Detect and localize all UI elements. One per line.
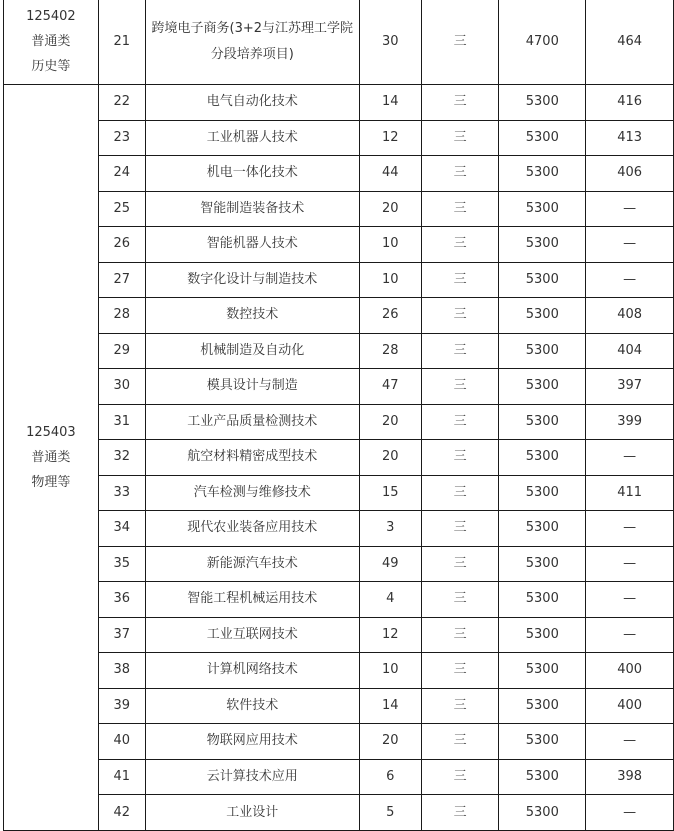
group-type: 普通类 — [31, 34, 71, 49]
plan-count: 14 — [359, 85, 421, 121]
group-subject: 物理等 — [31, 475, 71, 490]
min-score: — — [586, 511, 674, 547]
major-name: 智能机器人技术 — [145, 227, 359, 263]
row-number: 23 — [98, 120, 145, 156]
major-name: 云计算技术应用 — [145, 759, 359, 795]
table-row — [4, 369, 674, 405]
row-number: 25 — [98, 191, 145, 227]
major-name: 工业设计 — [145, 795, 359, 831]
min-score: 400 — [586, 688, 674, 724]
row-number: 22 — [98, 85, 145, 121]
study-years: 三 — [421, 262, 499, 298]
row-number: 31 — [98, 404, 145, 440]
plan-count: 12 — [359, 120, 421, 156]
major-name: 数字化设计与制造技术 — [145, 262, 359, 298]
study-years: 三 — [421, 795, 499, 831]
major-name: 机电一体化技术 — [145, 156, 359, 192]
tuition-fee: 5300 — [499, 617, 586, 653]
table-row — [4, 653, 674, 689]
study-years: 三 — [421, 475, 499, 511]
major-name: 工业产品质量检测技术 — [145, 404, 359, 440]
tuition-fee: 5300 — [499, 653, 586, 689]
tuition-fee: 5300 — [499, 120, 586, 156]
tuition-fee: 5300 — [499, 511, 586, 547]
tuition-fee: 5300 — [499, 546, 586, 582]
table-row — [4, 582, 674, 618]
study-years: 三 — [421, 120, 499, 156]
group-code: 125402 — [26, 9, 76, 24]
tuition-fee: 5300 — [499, 298, 586, 334]
plan-count: 20 — [359, 404, 421, 440]
plan-count: 10 — [359, 653, 421, 689]
study-years: 三 — [421, 156, 499, 192]
tuition-fee: 5300 — [499, 795, 586, 831]
plan-count: 20 — [359, 440, 421, 476]
row-number: 38 — [98, 653, 145, 689]
major-name: 物联网应用技术 — [145, 724, 359, 760]
min-score: 399 — [586, 404, 674, 440]
study-years: 三 — [421, 759, 499, 795]
plan-count: 10 — [359, 227, 421, 263]
plan-count: 20 — [359, 191, 421, 227]
major-name: 机械制造及自动化 — [145, 333, 359, 369]
row-number: 39 — [98, 688, 145, 724]
table-row — [4, 688, 674, 724]
plan-count: 10 — [359, 262, 421, 298]
table-row — [4, 795, 674, 831]
plan-count: 20 — [359, 724, 421, 760]
plan-count: 30 — [359, 0, 421, 85]
major-name: 航空材料精密成型技术 — [145, 440, 359, 476]
tuition-fee: 5300 — [499, 688, 586, 724]
min-score: 400 — [586, 653, 674, 689]
table-row — [4, 617, 674, 653]
row-number: 21 — [98, 0, 145, 85]
tuition-fee: 5300 — [499, 333, 586, 369]
row-number: 26 — [98, 227, 145, 263]
min-score: 413 — [586, 120, 674, 156]
min-score: — — [586, 440, 674, 476]
study-years: 三 — [421, 369, 499, 405]
tuition-fee: 5300 — [499, 262, 586, 298]
group-subject: 历史等 — [31, 59, 71, 74]
study-years: 三 — [421, 653, 499, 689]
min-score: — — [586, 617, 674, 653]
major-name: 模具设计与制造 — [145, 369, 359, 405]
min-score: 464 — [586, 0, 674, 85]
table-row — [4, 759, 674, 795]
min-score: 397 — [586, 369, 674, 405]
min-score: — — [586, 795, 674, 831]
study-years: 三 — [421, 582, 499, 618]
tuition-fee: 5300 — [499, 475, 586, 511]
row-number: 32 — [98, 440, 145, 476]
table-row — [4, 724, 674, 760]
min-score: 416 — [586, 85, 674, 121]
table-row — [4, 0, 674, 85]
min-score: 404 — [586, 333, 674, 369]
major-name: 现代农业装备应用技术 — [145, 511, 359, 547]
row-number: 28 — [98, 298, 145, 334]
study-years: 三 — [421, 298, 499, 334]
table-row — [4, 333, 674, 369]
study-years: 三 — [421, 85, 499, 121]
row-number: 24 — [98, 156, 145, 192]
plan-count: 49 — [359, 546, 421, 582]
min-score: — — [586, 191, 674, 227]
plan-count: 28 — [359, 333, 421, 369]
row-number: 42 — [98, 795, 145, 831]
tuition-fee: 5300 — [499, 724, 586, 760]
row-number: 27 — [98, 262, 145, 298]
major-name: 汽车检测与维修技术 — [145, 475, 359, 511]
tuition-fee: 5300 — [499, 156, 586, 192]
plan-count: 47 — [359, 369, 421, 405]
min-score: — — [586, 262, 674, 298]
min-score: — — [586, 227, 674, 263]
plan-count: 44 — [359, 156, 421, 192]
tuition-fee: 4700 — [499, 0, 586, 85]
table-row — [4, 262, 674, 298]
min-score: — — [586, 582, 674, 618]
plan-count: 3 — [359, 511, 421, 547]
study-years: 三 — [421, 227, 499, 263]
min-score: 408 — [586, 298, 674, 334]
row-number: 30 — [98, 369, 145, 405]
min-score: 411 — [586, 475, 674, 511]
major-name: 工业机器人技术 — [145, 120, 359, 156]
plan-count: 14 — [359, 688, 421, 724]
major-name: 智能工程机械运用技术 — [145, 582, 359, 618]
min-score: — — [586, 724, 674, 760]
table-row — [4, 440, 674, 476]
group-code: 125403 — [26, 425, 76, 440]
table-row — [4, 120, 674, 156]
major-name: 软件技术 — [145, 688, 359, 724]
table-row — [4, 156, 674, 192]
table-row — [4, 191, 674, 227]
tuition-fee: 5300 — [499, 759, 586, 795]
major-name: 跨境电子商务(3+2与江苏理工学院分段培养项目) — [145, 0, 359, 85]
major-name: 新能源汽车技术 — [145, 546, 359, 582]
table-row — [4, 546, 674, 582]
admission-plan-table — [3, 0, 674, 831]
study-years: 三 — [421, 617, 499, 653]
row-number: 29 — [98, 333, 145, 369]
tuition-fee: 5300 — [499, 227, 586, 263]
min-score: 398 — [586, 759, 674, 795]
tuition-fee: 5300 — [499, 191, 586, 227]
major-name: 电气自动化技术 — [145, 85, 359, 121]
row-number: 34 — [98, 511, 145, 547]
major-name: 智能制造装备技术 — [145, 191, 359, 227]
study-years: 三 — [421, 0, 499, 85]
study-years: 三 — [421, 404, 499, 440]
min-score: — — [586, 546, 674, 582]
group-cell — [4, 85, 99, 831]
plan-count: 26 — [359, 298, 421, 334]
row-number: 41 — [98, 759, 145, 795]
study-years: 三 — [421, 440, 499, 476]
table-row — [4, 475, 674, 511]
row-number: 40 — [98, 724, 145, 760]
row-number: 33 — [98, 475, 145, 511]
major-name: 数控技术 — [145, 298, 359, 334]
table-row — [4, 404, 674, 440]
tuition-fee: 5300 — [499, 85, 586, 121]
plan-count: 12 — [359, 617, 421, 653]
table-row — [4, 511, 674, 547]
row-number: 37 — [98, 617, 145, 653]
group-cell — [4, 0, 99, 85]
plan-count: 15 — [359, 475, 421, 511]
plan-count: 4 — [359, 582, 421, 618]
study-years: 三 — [421, 511, 499, 547]
row-number: 36 — [98, 582, 145, 618]
plan-count: 6 — [359, 759, 421, 795]
group-type: 普通类 — [31, 450, 71, 465]
tuition-fee: 5300 — [499, 404, 586, 440]
major-name: 计算机网络技术 — [145, 653, 359, 689]
study-years: 三 — [421, 546, 499, 582]
study-years: 三 — [421, 688, 499, 724]
study-years: 三 — [421, 191, 499, 227]
tuition-fee: 5300 — [499, 582, 586, 618]
table-row — [4, 85, 674, 121]
table-row — [4, 298, 674, 334]
table-row — [4, 227, 674, 263]
study-years: 三 — [421, 333, 499, 369]
min-score: 406 — [586, 156, 674, 192]
row-number: 35 — [98, 546, 145, 582]
study-years: 三 — [421, 724, 499, 760]
tuition-fee: 5300 — [499, 440, 586, 476]
major-name: 工业互联网技术 — [145, 617, 359, 653]
tuition-fee: 5300 — [499, 369, 586, 405]
plan-count: 5 — [359, 795, 421, 831]
